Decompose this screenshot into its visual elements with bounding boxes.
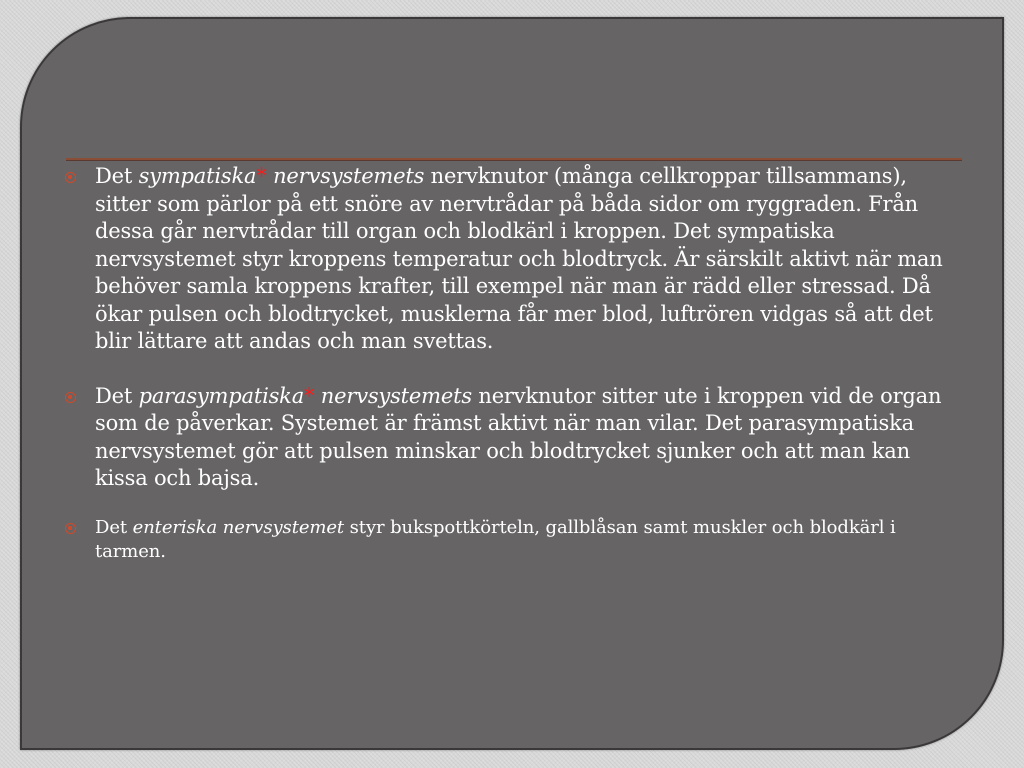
bullet-text: nervknutor (många cellkroppar tillsammans), sitter som pärlor på ett snöre av nervtrådar på båda sidor om ryggraden. Från dessa går nervtrådar till organ och blodkärl i kroppen. Det sympatiska nervsystemet styr kroppens temperatur och blodtryck. Är särskilt aktivt när man behöver samla kroppens krafter, till exempel när man är rädd eller stressad. Då ökar pulsen och blodtrycket, musklerna får mer blod, luftrören vidgas så att det blir lättare att andas och man svettas. xyxy=(95,164,943,353)
bullet-text: styr bukspottkörteln, gallblåsan samt muskler och blodkärl i tarmen. xyxy=(95,516,896,562)
bullet-asterisk: * xyxy=(256,164,267,188)
bullet-term: sympatiska xyxy=(138,164,257,188)
bullet-term-suffix: nervsystemets xyxy=(314,383,472,408)
bullet-prefix: Det xyxy=(95,516,133,538)
bullet-item-sympathetic xyxy=(62,163,962,356)
bullet-item-parasympathetic xyxy=(62,383,962,493)
bullet-asterisk: * xyxy=(304,383,315,408)
bullet-icon xyxy=(65,172,76,183)
bullet-term: parasympatiska xyxy=(138,383,305,408)
slide-content xyxy=(62,163,962,564)
bullet-prefix: Det xyxy=(95,383,139,408)
bullet-term-suffix: nervsystemets xyxy=(266,164,425,188)
bullet-icon xyxy=(65,523,76,534)
bullet-prefix: Det xyxy=(95,164,139,188)
title-divider xyxy=(66,158,962,161)
bullet-text: nervknutor sitter ute i kroppen vid de organ som de påverkar. Systemet är främst aktivt när man vilar. Det parasympatiska nervsystemet gör att pulsen minskar och blodtrycket sjunker och att man kan kissa och bajsa. xyxy=(95,383,942,490)
bullet-term: enteriska nervsystemet xyxy=(132,516,345,538)
bullet-icon xyxy=(65,392,76,403)
bullet-item-enteric xyxy=(62,516,962,564)
